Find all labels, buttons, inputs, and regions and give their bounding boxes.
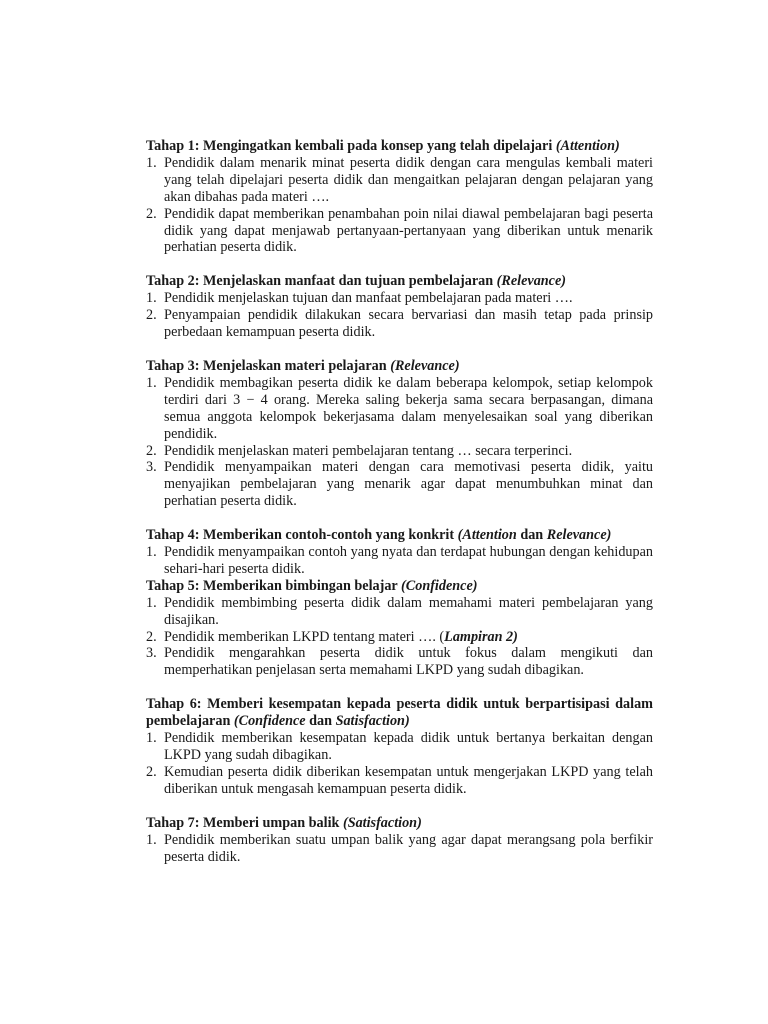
list-item <box>146 206 653 257</box>
heading-italic-2: Satisfaction) <box>335 713 410 730</box>
section-heading <box>146 138 653 155</box>
list-item <box>146 832 653 866</box>
list-number: 1. <box>146 290 157 307</box>
list-text: Pendidik menyampaikan contoh yang nyata dan terdapat hubungan dengan kehidupan sehari-hari peserta didik. <box>164 544 653 577</box>
document-page <box>146 138 653 865</box>
section-tahap-3 <box>146 358 653 510</box>
numbered-list <box>146 595 653 680</box>
heading-italic: (Relevance) <box>496 273 566 290</box>
list-text: Pendidik menyampaikan materi dengan cara memotivasi peserta didik, yaitu menyajikan pembelajaran yang menarik agar dapat menumbuhkan minat dan perhatian peserta didik. <box>164 459 653 510</box>
list-number: 1. <box>146 730 157 747</box>
list-text: Pendidik mengarahkan peserta didik untuk fokus dalam mengikuti dan memperhatikan penjelasan serta memahami LKPD yang sudah dibagikan. <box>164 645 653 679</box>
numbered-list <box>146 730 653 798</box>
list-number: 2. <box>146 763 157 780</box>
heading-italic: (Attention) <box>555 138 620 154</box>
list-text: Pendidik dalam menarik minat peserta didik dengan cara mengulas kembali materi yang telah dipelajari peserta didik dan mengaitkan pelajaran dengan pelajaran yang akan dibahas pada materi …. <box>164 154 653 205</box>
section-tahap-1 <box>146 138 653 256</box>
list-item <box>146 595 653 629</box>
numbered-list <box>146 544 653 578</box>
list-number: 1. <box>146 594 157 611</box>
list-text: Penyampaian pendidik dilakukan secara bervariasi dan masih tetap pada prinsip perbedaan kemampuan peserta didik. <box>164 307 653 341</box>
section-heading <box>146 273 653 290</box>
list-text: Pendidik dapat memberikan penambahan poin nilai diawal pembelajaran bagi peserta didik yang dapat menjawab pertanyaan-pertanyaan yang diberikan untuk menarik perhatian peserta didik. <box>164 205 653 256</box>
list-item <box>146 544 653 578</box>
list-item <box>146 375 653 443</box>
heading-italic: (Confidence) <box>401 577 478 594</box>
numbered-list <box>146 290 653 341</box>
list-text: Pendidik menjelaskan materi pembelajaran tentang … secara terperinci. <box>164 442 573 459</box>
section-heading <box>146 527 653 544</box>
list-text: Pendidik memberikan suatu umpan balik yang agar dapat merangsang pola berfikir peserta didik. <box>164 831 653 865</box>
heading-text: Tahap 5: Memberikan bimbingan belajar <box>146 577 402 594</box>
list-item <box>146 764 653 798</box>
list-item <box>146 307 653 341</box>
numbered-list <box>146 155 653 256</box>
heading-text-mid: dan <box>516 527 547 544</box>
list-number: 2. <box>146 307 157 324</box>
section-heading <box>146 696 653 730</box>
section-tahap-4 <box>146 527 653 578</box>
list-text: Pendidik membimbing peserta didik dalam memahami materi pembelajaran yang disajikan. <box>164 594 653 628</box>
list-text: Pendidik memberikan kesempatan kepada didik untuk bertanya berkaitan dengan LKPD yang sudah dibagikan. <box>164 730 653 763</box>
heading-text: Tahap 3: Menjelaskan materi pelajaran <box>146 357 391 374</box>
list-text: Pendidik menjelaskan tujuan dan manfaat pembelajaran pada materi …. <box>164 290 573 307</box>
numbered-list <box>146 375 653 510</box>
heading-text: Tahap 4: Memberikan contoh-contoh yang konkrit <box>146 527 458 544</box>
section-heading <box>146 358 653 375</box>
list-number: 2. <box>146 442 157 459</box>
list-number: 3. <box>146 459 157 476</box>
list-item <box>146 290 653 307</box>
list-number: 1. <box>146 544 157 561</box>
list-item <box>146 629 653 646</box>
list-item <box>146 459 653 510</box>
list-number: 1. <box>146 154 157 171</box>
list-item <box>146 645 653 679</box>
list-number: 3. <box>146 645 157 662</box>
list-text: Pendidik memberikan LKPD tentang materi …. ( <box>164 628 445 645</box>
heading-italic: (Satisfaction) <box>342 814 422 831</box>
heading-text-mid: dan <box>305 713 336 730</box>
section-tahap-6 <box>146 696 653 797</box>
list-text: Pendidik membagikan peserta didik ke dalam beberapa kelompok, setiap kelompok terdiri dari 3 − 4 orang. Mereka saling bekerja sama secara berpasangan, dimana semua anggota kelompok bekerjasama dalam menyelesaikan soal yang diberikan pendidik. <box>164 374 653 442</box>
heading-italic: (Attention <box>457 527 517 544</box>
section-heading <box>146 815 653 832</box>
numbered-list <box>146 832 653 866</box>
section-heading <box>146 578 653 595</box>
list-text: Kemudian peserta didik diberikan kesempatan untuk mengerjakan LKPD yang telah diberikan untuk mengasah kemampuan peserta didik. <box>164 763 653 797</box>
list-number: 2. <box>146 628 157 645</box>
section-tahap-5 <box>146 578 653 679</box>
list-number: 2. <box>146 205 157 222</box>
heading-text: Tahap 6: Memberi kesempatan kepada peserta didik untuk berpartisipasi dalam pembelajaran <box>146 696 653 730</box>
lampiran-reference: Lampiran 2) <box>444 628 518 645</box>
heading-text: Tahap 7: Memberi umpan balik <box>146 814 343 831</box>
heading-text: Tahap 1: Mengingatkan kembali pada konsep yang telah dipelajari <box>146 138 556 154</box>
heading-italic: (Confidence <box>233 713 306 730</box>
list-item <box>146 730 653 764</box>
list-item <box>146 155 653 206</box>
list-number: 1. <box>146 831 157 848</box>
heading-italic-2: Relevance) <box>546 527 612 544</box>
section-tahap-7 <box>146 815 653 866</box>
list-item <box>146 443 653 460</box>
list-number: 1. <box>146 374 157 391</box>
heading-italic: (Relevance) <box>390 357 460 374</box>
section-tahap-2 <box>146 273 653 341</box>
heading-text: Tahap 2: Menjelaskan manfaat dan tujuan pembelajaran <box>146 273 497 290</box>
